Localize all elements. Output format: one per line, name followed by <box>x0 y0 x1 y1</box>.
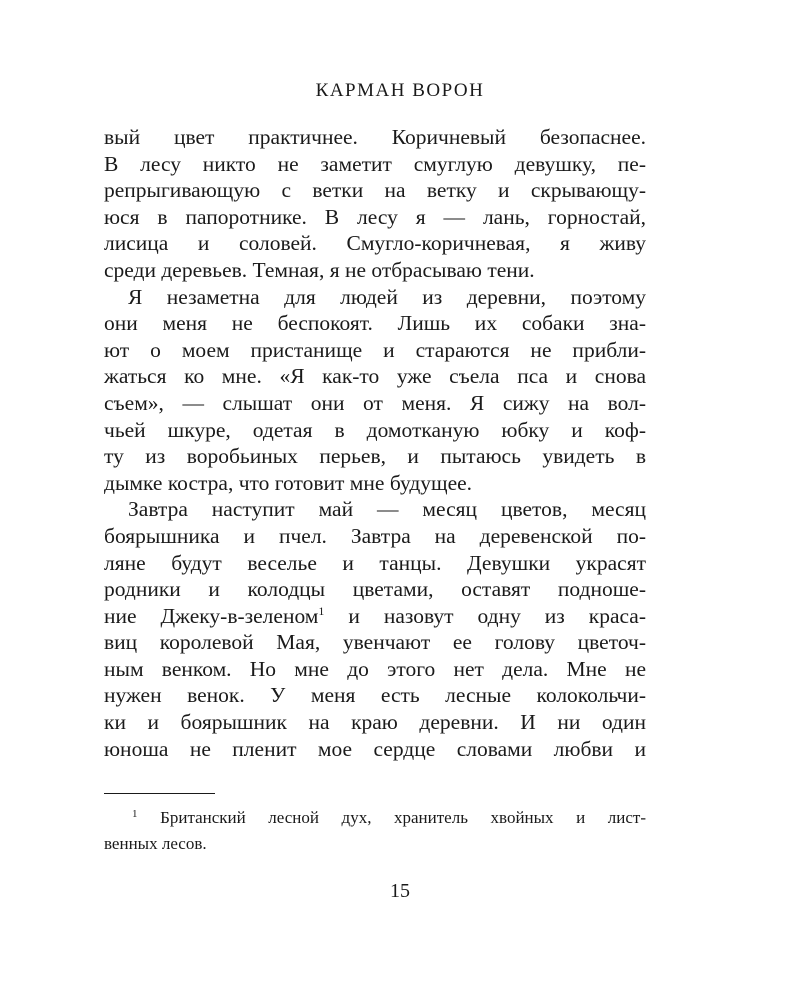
text-line: юноша не пленит мое сердце словами любви и <box>104 736 646 761</box>
text-line: ту из воробьиных перьев, и пытаюсь увидеть в <box>104 444 646 469</box>
text-segment: ние Джеку-в-зеленом <box>104 603 319 628</box>
text-line: ки и боярышник на краю деревни. И ни один <box>104 710 646 735</box>
text-line: они меня не беспокоят. Лишь их собаки зна- <box>104 311 646 336</box>
footnote-line: венных лесов. <box>104 834 207 853</box>
text-line: родники и колодцы цветами, оставят подноше- <box>104 577 646 602</box>
footnote-reference: 1 <box>318 603 325 618</box>
page-number: 15 <box>390 880 410 902</box>
text-line: жаться ко мне. «Я как-то уже съела пса и снова <box>104 364 646 389</box>
body-text <box>104 124 646 762</box>
text-line: лисица и соловей. Смугло-коричневая, я живу <box>104 231 646 256</box>
footnote-mark: 1 <box>132 808 138 820</box>
text-line: Завтра наступит май — месяц цветов, месяц <box>128 497 646 522</box>
text-line: вый цвет практичнее. Коричневый безопаснее. <box>104 125 646 149</box>
text-line: чьей шкуре, одетая в домотканую юбку и коф- <box>104 417 646 442</box>
text-line: юся в папоротнике. В лесу я — лань, горностай, <box>104 204 646 229</box>
text-line: ляне будут веселье и танцы. Девушки украсят <box>104 550 646 575</box>
text-line: виц королевой Мая, увенчают ее голову цветоч- <box>104 630 646 655</box>
footnote <box>104 805 646 857</box>
text-line: среди деревьев. Темная, я не отбрасываю тени. <box>104 257 535 282</box>
footnote-line <box>104 805 646 831</box>
text-line: боярышника и пчел. Завтра на деревенской по- <box>104 523 646 548</box>
text-line-with-footnote <box>104 603 646 630</box>
text-line: съем», — слышат они от меня. Я сижу на вол- <box>104 390 646 415</box>
text-line: В лесу никто не заметит смуглую девушку, пе- <box>104 151 646 176</box>
text-line: Я незаметна для людей из деревни, поэтому <box>128 284 646 309</box>
text-segment: и назовут одну из краса- <box>324 603 646 628</box>
text-line: репрыгивающую с ветки на ветку и скрывающу- <box>104 178 646 203</box>
text-line: ют о моем пристанище и стараются не прибли- <box>104 337 646 362</box>
text-line: нужен венок. У меня есть лесные колокольчи- <box>104 683 646 708</box>
text-line: дымке костра, что готовит мне будущее. <box>104 470 473 495</box>
running-header: КАРМАН ВОРОН <box>315 80 485 101</box>
footnote-text: Британский лесной дух, хранитель хвойных и лист- <box>160 808 647 827</box>
footnote-divider <box>104 793 215 794</box>
text-line: ным венком. Но мне до этого нет дела. Мне не <box>104 656 646 681</box>
